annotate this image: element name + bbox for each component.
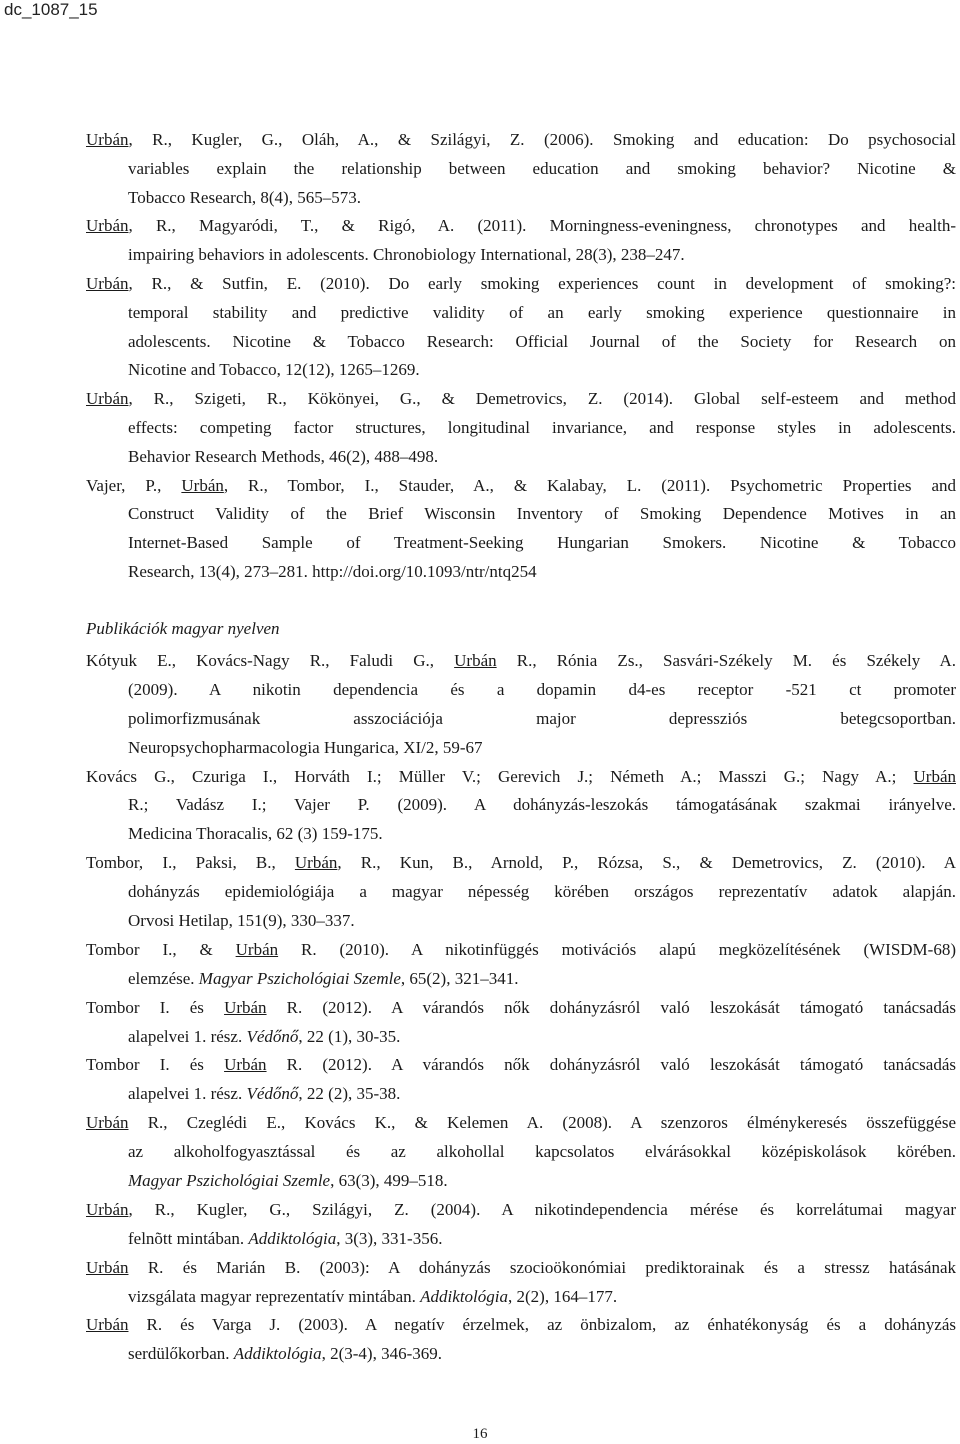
reference-line <box>86 558 956 587</box>
reference-text: (2009). A nikotin dependencia és a dopamin d4-es receptor -521 ct promoter <box>128 679 956 699</box>
journal-title: Addiktológia <box>233 1344 322 1364</box>
reference-text: vizsgálata magyar reprezentatív mintában. <box>128 1286 421 1306</box>
reference-text: , R., & Sutfin, E. (2010). Do early smoking experiences count in development of smoking?: <box>128 273 956 293</box>
journal-title: Védőnő <box>246 1084 299 1104</box>
author-name-underlined: Urbán <box>224 1055 267 1075</box>
author-name-underlined: Urbán <box>86 130 129 149</box>
reference-line <box>86 1283 956 1312</box>
author-name-underlined: Urbán <box>86 1257 129 1277</box>
reference-line <box>86 1138 956 1167</box>
journal-title: Addiktológia <box>248 1228 337 1248</box>
reference-line <box>86 1109 956 1138</box>
reference-text: R.; Vadász I.; Vajer P. (2009). A dohányzás-leszokás támogatásának szakmai irányelve. <box>128 795 956 815</box>
reference-text: R. és Marián B. (2003): A dohányzás szocioökonómiai prediktorainak és a stressz hatásának <box>128 1257 956 1277</box>
reference-text: Behavior Research Methods, 46(2), 488–498. <box>128 446 439 466</box>
reference-line <box>86 878 956 907</box>
reference-text: Tobacco Research, 8(4), 565–573. <box>128 187 361 207</box>
reference-line <box>86 270 956 299</box>
reference-text: , 2(2), 164–177. <box>508 1286 618 1306</box>
reference-line <box>86 155 956 184</box>
author-name-underlined: Urbán <box>294 853 338 873</box>
author-name-underlined: Urbán <box>86 273 129 293</box>
section-heading: Publikációk magyar nyelven <box>86 619 280 638</box>
reference-line <box>86 443 956 472</box>
reference-line <box>86 1311 956 1340</box>
author-name-underlined: Urbán <box>913 766 956 786</box>
reference-entry <box>86 385 956 471</box>
reference-line <box>86 676 956 705</box>
reference-line <box>86 734 956 763</box>
reference-text: Kovács G., Czuriga I., Horváth I.; Müller V.; Gerevich J.; Németh A.; Masszi G.; Nagy A.; <box>86 766 914 786</box>
reference-text: Kótyuk E., Kovács-Nagy R., Faludi G., <box>86 651 455 670</box>
reference-text: Vajer, P., <box>86 475 182 495</box>
reference-text: felnõtt mintában. <box>128 1228 249 1248</box>
reference-entry <box>86 936 956 994</box>
reference-text: Construct Validity of the Brief Wisconsin Inventory of Smoking Dependence Motives in an <box>128 504 956 524</box>
reference-entry <box>86 126 956 212</box>
reference-entry <box>86 270 956 385</box>
reference-line <box>86 647 956 676</box>
reference-line <box>86 328 956 357</box>
reference-text: , R., Szigeti, R., Kökönyei, G., & Demetrovics, Z. (2014). Global self-esteem and method <box>128 389 956 409</box>
author-name-underlined: Urbán <box>224 997 267 1017</box>
reference-line <box>86 965 956 994</box>
reference-text: , 22 (1), 30-35. <box>298 1026 401 1046</box>
reference-line <box>86 1340 956 1369</box>
reference-entry <box>86 849 956 936</box>
reference-text: dohányzás epidemiológiája a magyar népesség körében országos reprezentatív adatok alapján. <box>128 882 956 902</box>
reference-line <box>86 184 956 213</box>
reference-line <box>86 1225 956 1254</box>
author-name-underlined: Urbán <box>181 475 224 495</box>
reference-text: R. (2010). A nikotinfüggés motivációs alapú megközelítésének (WISDM-68) <box>278 939 956 959</box>
document-id: dc_1087_15 <box>4 0 98 19</box>
reference-text: adolescents. Nicotine & Tobacco Research: Official Journal of the Society for Research on <box>128 331 956 351</box>
author-name-underlined: Urbán <box>235 939 279 959</box>
page-number: 16 <box>472 1426 488 1442</box>
reference-line <box>86 1051 956 1080</box>
author-name-underlined: Urbán <box>86 1315 129 1335</box>
reference-entry <box>86 1109 956 1196</box>
reference-line <box>86 1196 956 1225</box>
reference-line <box>86 126 956 155</box>
reference-text: Tombor I. és <box>86 997 225 1017</box>
reference-line <box>86 1023 956 1052</box>
reference-line <box>86 529 956 558</box>
reference-line <box>86 705 956 734</box>
reference-text: Tombor I., & <box>86 939 236 959</box>
reference-entry <box>86 1254 956 1312</box>
reference-entry <box>86 212 956 270</box>
reference-text: , 3(3), 331-356. <box>336 1228 443 1248</box>
reference-entry <box>86 1311 956 1369</box>
reference-text: Research, 13(4), 273–281. http://doi.org/10.1093/ntr/ntq254 <box>128 561 537 581</box>
reference-line <box>86 472 956 501</box>
author-name-underlined: Urbán <box>454 651 497 670</box>
reference-text: serdülőkorban. <box>128 1344 234 1364</box>
reference-text: polimorfizmusának asszociációja major depressziós betegcsoportban. <box>128 708 956 728</box>
reference-entry <box>86 763 956 850</box>
reference-line <box>86 1254 956 1283</box>
reference-text: , 63(3), 499–518. <box>330 1171 448 1191</box>
journal-title: Magyar Pszichológiai Szemle <box>198 968 401 988</box>
reference-text: , R., Magyaródi, T., & Rigó, A. (2011). Morningness-eveningness, chronotypes and health- <box>128 216 956 236</box>
reference-entry <box>86 472 956 587</box>
author-name-underlined: Urbán <box>86 1113 129 1133</box>
reference-text: alapelvei 1. rész. <box>128 1026 247 1046</box>
reference-text: Orvosi Hetilap, 151(9), 330–337. <box>128 911 355 931</box>
reference-line <box>86 849 956 878</box>
journal-title: Addiktológia <box>420 1286 508 1306</box>
reference-line <box>86 1167 956 1196</box>
reference-entry <box>86 647 956 763</box>
reference-text: Tombor, I., Paksi, B., <box>86 853 295 873</box>
reference-line <box>86 414 956 443</box>
reference-line <box>86 763 956 792</box>
reference-line <box>86 500 956 529</box>
reference-line <box>86 907 956 936</box>
reference-text: R. és Varga J. (2003). A negatív érzelmek, az önbizalom, az énhatékonyság és a dohányzás <box>128 1315 956 1335</box>
reference-text: temporal stability and predictive validity of an early smoking experience questionnaire in <box>128 302 956 322</box>
reference-text: , R., Kun, B., Arnold, P., Rózsa, S., & Demetrovics, Z. (2010). A <box>337 853 956 873</box>
journal-title: Magyar Pszichológiai Szemle <box>128 1171 331 1191</box>
author-name-underlined: Urbán <box>86 389 129 409</box>
reference-entry <box>86 994 956 1052</box>
reference-entry <box>86 1196 956 1254</box>
reference-text: , R., Kugler, G., Oláh, A., & Szilágyi, Z. (2006). Smoking and education: Do psychosocial <box>128 130 956 149</box>
reference-line <box>86 299 956 328</box>
reference-text: , 65(2), 321–341. <box>400 968 519 988</box>
reference-line <box>86 241 956 270</box>
reference-text: elemzése. <box>128 968 199 988</box>
english-references <box>86 126 956 587</box>
reference-text: az alkoholfogyasztással és az alkohollal kapcsolatos elvárásokkal középiskolások körében. <box>128 1142 956 1162</box>
reference-line <box>86 212 956 241</box>
reference-entry <box>86 1051 956 1109</box>
reference-text: Nicotine and Tobacco, 12(12), 1265–1269. <box>128 360 420 380</box>
author-name-underlined: Urbán <box>86 216 129 236</box>
reference-line <box>86 385 956 414</box>
reference-text: effects: competing factor structures, longitudinal invariance, and response styles in adolescents. <box>128 417 956 437</box>
author-name-underlined: Urbán <box>86 1199 129 1219</box>
reference-text: Neuropsychopharmacologia Hungarica, XI/2, 59-67 <box>128 737 483 757</box>
reference-line <box>86 791 956 820</box>
reference-text: variables explain the relationship between education and smoking behavior? Nicotine & <box>128 158 956 178</box>
reference-text: R., Czeglédi E., Kovács K., & Kelemen A. (2008). A szenzoros élménykeresés összefüggése <box>128 1113 956 1133</box>
reference-text: , R., Kugler, G., Szilágyi, Z. (2004). A nikotindependencia mérése és korrelátumai magyar <box>128 1199 956 1219</box>
reference-text: Medicina Thoracalis, 62 (3) 159-175. <box>128 824 383 844</box>
reference-line <box>86 936 956 965</box>
reference-text: , 22 (2), 35-38. <box>298 1084 401 1104</box>
reference-line <box>86 994 956 1023</box>
reference-text: Internet-Based Sample of Treatment-Seeking Hungarian Smokers. Nicotine & Tobacco <box>128 533 956 553</box>
journal-title: Védőnő <box>246 1026 299 1046</box>
reference-text: R., Rónia Zs., Sasvári-Székely M. és Székely A. <box>496 651 956 670</box>
reference-line <box>86 820 956 849</box>
reference-text: R. (2012). A várandós nők dohányzásról való leszokását támogató tanácsadás <box>266 997 956 1017</box>
reference-text: R. (2012). A várandós nők dohányzásról való leszokását támogató tanácsadás <box>266 1055 956 1075</box>
reference-line <box>86 1080 956 1109</box>
reference-line <box>86 356 956 385</box>
reference-text: Tombor I. és <box>86 1055 225 1075</box>
reference-text: impairing behaviors in adolescents. Chronobiology International, 28(3), 238–247. <box>128 245 685 265</box>
hungarian-references <box>86 647 956 1369</box>
reference-text: , R., Tombor, I., Stauder, A., & Kalabay, L. (2011). Psychometric Properties and <box>223 475 956 495</box>
reference-text: alapelvei 1. rész. <box>128 1084 247 1104</box>
reference-text: , 2(3-4), 346-369. <box>321 1344 442 1364</box>
